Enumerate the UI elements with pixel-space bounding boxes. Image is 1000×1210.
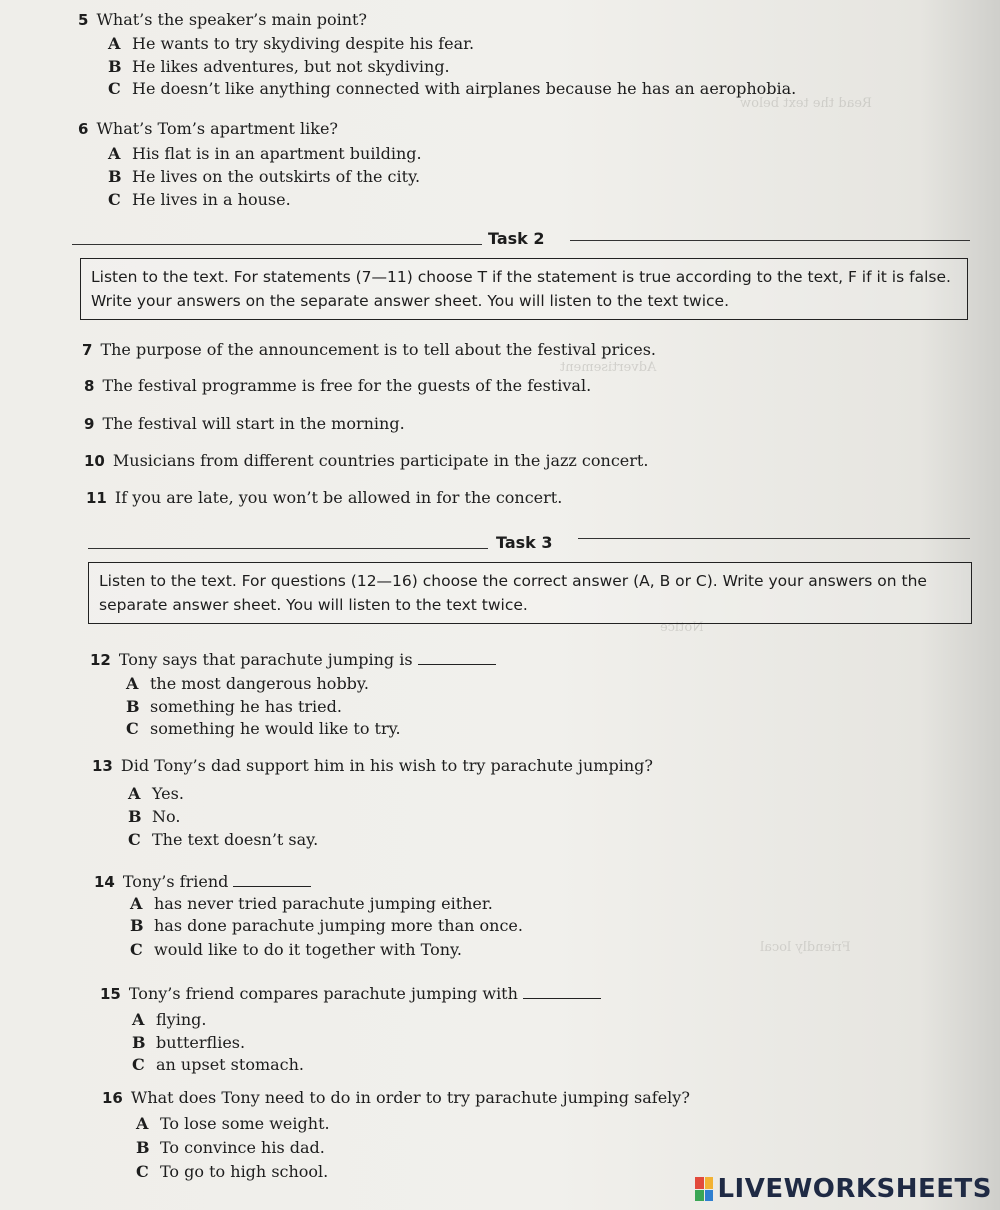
option-16a: A To lose some weight.: [136, 1114, 330, 1133]
option-12a: A the most dangerous hobby.: [126, 674, 369, 693]
liveworksheets-logo-icon: [695, 1177, 713, 1201]
show-through-text: Friendly local: [760, 940, 851, 955]
option-6a: A His flat is in an apartment building.: [108, 144, 422, 163]
option-13a: A Yes.: [128, 784, 184, 803]
divider-line: [578, 538, 970, 539]
answer-blank: [233, 872, 311, 887]
statement-11: 11 If you are late, you won’t be allowed in for the concert.: [86, 488, 563, 507]
statement-9: 9 The festival will start in the morning.: [84, 414, 405, 433]
option-15b: B butterflies.: [132, 1033, 246, 1052]
option-15a: A flying.: [132, 1010, 207, 1029]
show-through-text: Notice: [660, 620, 704, 635]
divider-line: [72, 244, 482, 245]
task-2-title: Task 2: [488, 229, 545, 248]
statement-10: 10 Musicians from different countries participate in the jazz concert.: [84, 451, 649, 470]
question-6: 6 What’s Tom’s apartment like?: [78, 119, 338, 138]
option-14a: A has never tried parachute jumping either.: [130, 894, 493, 913]
option-13c: C The text doesn’t say.: [128, 830, 319, 849]
divider-line: [570, 240, 970, 241]
option-5a: A He wants to try skydiving despite his fear.: [108, 34, 475, 53]
statement-7: 7 The purpose of the announcement is to tell about the festival prices.: [82, 340, 656, 359]
logo-text: LIVEWORKSHEETS: [717, 1174, 992, 1204]
option-16b: B To convince his dad.: [136, 1138, 325, 1157]
option-14b: B has done parachute jumping more than once.: [130, 916, 523, 935]
option-5b: B He likes adventures, but not skydiving.: [108, 57, 450, 76]
option-14c: C would like to do it together with Tony.: [130, 940, 463, 959]
answer-blank: [418, 650, 496, 665]
question-5: 5 What’s the speaker’s main point?: [78, 10, 368, 29]
task-3-instruction: Listen to the text. For questions (12—16) choose the correct answer (A, B or C). Write your answers on the separate answer sheet. You will listen to the text twice.: [88, 562, 972, 624]
option-12c: C something he would like to try.: [126, 719, 401, 738]
option-5c: C He doesn’t like anything connected with airplanes because he has an aerophobia.: [108, 79, 797, 98]
divider-line: [88, 548, 488, 549]
question-13: 13 Did Tony’s dad support him in his wish to try parachute jumping?: [92, 756, 653, 775]
option-15c: C an upset stomach.: [132, 1055, 305, 1074]
liveworksheets-logo[interactable]: [695, 1174, 992, 1204]
answer-blank: [523, 984, 601, 999]
option-6c: C He lives in a house.: [108, 190, 291, 209]
question-12: 12 Tony says that parachute jumping is: [90, 650, 496, 669]
show-through-text: Read the text below: [740, 96, 872, 111]
option-16c: C To go to high school.: [136, 1162, 329, 1181]
question-16: 16 What does Tony need to do in order to try parachute jumping safely?: [102, 1088, 690, 1107]
statement-8: 8 The festival programme is free for the guests of the festival.: [84, 376, 592, 395]
option-12b: B something he has tried.: [126, 697, 342, 716]
task-2-instruction: Listen to the text. For statements (7—11) choose T if the statement is true according to the text, F if it is false. Write your answers on the separate answer sheet. You will listen to the text twice.: [80, 258, 968, 320]
show-through-text: Advertisement: [560, 360, 657, 375]
question-15: 15 Tony’s friend compares parachute jumping with: [100, 984, 601, 1003]
option-6b: B He lives on the outskirts of the city.: [108, 167, 421, 186]
question-14: 14 Tony’s friend: [94, 872, 311, 891]
task-3-title: Task 3: [496, 533, 553, 552]
option-13b: B No.: [128, 807, 181, 826]
